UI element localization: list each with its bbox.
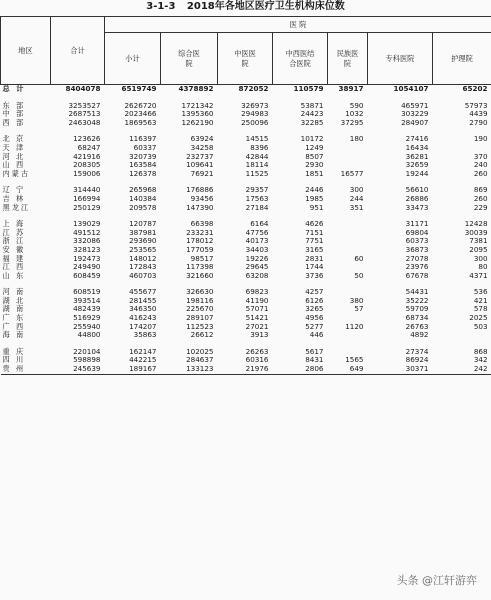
value-cell: 176886 (186, 185, 214, 195)
region-name: 安 徽 (2, 244, 26, 254)
value-cell: 225670 (186, 304, 214, 314)
region-name: 吉 林 (2, 193, 26, 203)
value-cell: 455677 (129, 287, 157, 297)
value-cell (328, 144, 368, 153)
value-cell: 4257 (305, 287, 324, 297)
value-cell: 110579 (293, 84, 324, 93)
value-cell: 255940 (73, 321, 101, 331)
value-cell: 163584 (129, 160, 157, 170)
header-region: 地区 (1, 17, 51, 85)
region-name: 江 西 (2, 262, 26, 272)
value-cell: 10172 (300, 134, 324, 144)
value-cell: 36873 (405, 244, 429, 254)
value-cell: 421 (473, 295, 488, 305)
region-name: 湖 南 (2, 304, 26, 314)
value-cell: 249490 (73, 262, 101, 272)
value-cell: 54431 (405, 287, 429, 297)
value-cell: 300 (349, 185, 364, 195)
value-cell: 868 (473, 346, 488, 356)
value-cell: 1262190 (181, 117, 214, 127)
value-cell: 516929 (73, 313, 101, 323)
value-cell: 68247 (77, 142, 101, 152)
value-cell: 260 (473, 168, 488, 178)
region-name: 湖 北 (2, 295, 26, 305)
value-cell: 393514 (73, 295, 101, 305)
value-cell: 53871 (300, 100, 324, 110)
value-cell: 2095 (469, 244, 488, 254)
header-integrated-hospital: 中西医结合医院 (273, 33, 328, 85)
value-cell: 303229 (401, 109, 429, 119)
value-cell: 2463048 (68, 117, 101, 127)
value-cell: 1985 (305, 193, 324, 203)
value-cell: 67678 (405, 270, 429, 280)
value-cell: 35222 (405, 295, 429, 305)
value-cell: 2831 (305, 253, 324, 263)
value-cell: 608459 (73, 270, 101, 280)
value-cell: 69823 (245, 287, 269, 297)
value-cell: 2023466 (124, 109, 157, 119)
value-cell: 11525 (245, 168, 269, 178)
value-cell: 116397 (129, 134, 157, 144)
value-cell (328, 229, 368, 238)
region-name: 河 北 (2, 151, 26, 161)
value-cell: 180 (349, 134, 364, 144)
region-name: 广 西 (2, 321, 26, 331)
value-cell: 34258 (190, 142, 214, 152)
value-cell: 60337 (133, 142, 157, 152)
header-subtotal: 小计 (105, 33, 161, 85)
table-title-text: 2018年各地区医疗卫生机构床位数 (186, 1, 345, 12)
value-cell: 34403 (245, 244, 269, 254)
value-cell: 27416 (405, 134, 429, 144)
value-cell: 2446 (305, 185, 324, 195)
value-cell: 4956 (305, 313, 324, 323)
value-cell: 242 (433, 365, 491, 374)
value-cell: 8396 (250, 142, 269, 152)
value-cell: 76921 (190, 168, 214, 178)
region-name: 西 部 (2, 117, 26, 127)
value-cell: 346350 (129, 304, 157, 314)
value-cell: 503 (473, 321, 488, 331)
value-cell: 320739 (129, 151, 157, 161)
value-cell: 294983 (241, 109, 269, 119)
value-cell: 446 (309, 330, 324, 340)
value-cell: 2930 (305, 160, 324, 170)
value-cell: 166994 (73, 193, 101, 203)
value-cell: 2790 (469, 117, 488, 127)
value-cell: 8431 (305, 355, 324, 365)
value-cell: 27184 (245, 202, 269, 212)
value-cell: 60 (354, 253, 364, 263)
value-cell: 123626 (73, 134, 101, 144)
region-name: 浙 江 (2, 236, 26, 246)
region-name: 重 庆 (2, 346, 26, 356)
value-cell: 951 (309, 202, 324, 212)
value-cell: 281455 (129, 295, 157, 305)
region-name: 北 京 (2, 134, 26, 144)
value-cell: 253565 (129, 244, 157, 254)
value-cell: 174207 (129, 321, 157, 331)
value-cell: 284637 (186, 355, 214, 365)
table-code: 3-1-3 (146, 1, 176, 12)
value-cell: 1869563 (124, 117, 157, 127)
region-name: 四 川 (2, 355, 26, 365)
value-cell: 12428 (464, 219, 488, 229)
value-cell: 32285 (300, 117, 324, 127)
region-name: 总 计 (2, 84, 26, 93)
region-name: 山 东 (2, 270, 26, 280)
value-cell: 314440 (73, 185, 101, 195)
value-cell: 26886 (405, 193, 429, 203)
value-cell: 56610 (405, 185, 429, 195)
value-cell: 65202 (462, 84, 488, 93)
value-cell: 1032 (345, 109, 364, 119)
value-cell: 177059 (186, 244, 214, 254)
value-cell: 19226 (245, 253, 269, 263)
value-cell: 6519749 (121, 84, 157, 93)
value-cell: 69804 (405, 227, 429, 237)
region-name: 中 部 (2, 109, 26, 119)
value-cell: 36281 (405, 151, 429, 161)
value-cell: 598898 (73, 355, 101, 365)
value-cell: 869 (473, 185, 488, 195)
header-specialty-hospital: 专科医院 (368, 33, 433, 85)
value-cell: 240 (473, 160, 488, 170)
value-cell: 326630 (186, 287, 214, 297)
value-cell: 300 (473, 253, 488, 263)
value-cell: 60373 (405, 236, 429, 246)
value-cell: 4439 (469, 109, 488, 119)
value-cell: 6126 (305, 295, 324, 305)
region-name: 海 南 (2, 330, 26, 340)
value-cell: 47756 (245, 227, 269, 237)
value-cell: 220104 (73, 346, 101, 356)
value-cell: 6164 (250, 219, 269, 229)
value-cell: 33473 (405, 202, 429, 212)
value-cell: 460703 (129, 270, 157, 280)
value-cell: 421916 (73, 151, 101, 161)
value-cell: 1851 (305, 168, 324, 178)
value-cell: 23976 (405, 262, 429, 272)
beds-table (0, 16, 491, 375)
value-cell (328, 331, 368, 340)
value-cell: 321660 (186, 270, 214, 280)
value-cell (328, 153, 368, 162)
value-cell: 5277 (305, 321, 324, 331)
value-cell: 4371 (469, 270, 488, 280)
value-cell: 192473 (73, 253, 101, 263)
value-cell: 126378 (129, 168, 157, 178)
value-cell: 29357 (245, 185, 269, 195)
value-cell: 30039 (464, 227, 488, 237)
value-cell: 3913 (250, 330, 269, 340)
value-cell: 120787 (129, 219, 157, 229)
value-cell: 50 (354, 270, 364, 280)
header-general-hospital: 综合医院 (161, 33, 218, 85)
table-row (1, 204, 491, 213)
value-cell: 21976 (218, 365, 273, 374)
value-cell: 189167 (105, 365, 161, 374)
value-cell: 8507 (305, 151, 324, 161)
value-cell: 80 (478, 262, 488, 272)
value-cell: 42844 (245, 151, 269, 161)
value-cell: 590 (349, 100, 364, 110)
value-cell: 27021 (245, 321, 269, 331)
value-cell: 465971 (401, 100, 429, 110)
value-cell: 198116 (186, 295, 214, 305)
value-cell: 133123 (161, 365, 218, 374)
value-cell: 289107 (186, 313, 214, 323)
region-name: 山 西 (2, 160, 26, 170)
value-cell: 1721342 (181, 100, 214, 110)
value-cell: 209578 (129, 202, 157, 212)
value-cell: 30371 (368, 365, 433, 374)
value-cell: 159006 (73, 168, 101, 178)
value-cell: 18114 (245, 160, 269, 170)
value-cell: 491512 (73, 227, 101, 237)
value-cell: 51421 (245, 313, 269, 323)
region-name: 江 苏 (2, 227, 26, 237)
value-cell: 7751 (305, 236, 324, 246)
value-cell: 442215 (129, 355, 157, 365)
value-cell: 4626 (305, 219, 324, 229)
value-cell: 328123 (73, 244, 101, 254)
value-cell: 284907 (401, 117, 429, 127)
value-cell: 416243 (129, 313, 157, 323)
value-cell: 19244 (405, 168, 429, 178)
value-cell: 208305 (73, 160, 101, 170)
value-cell: 44800 (77, 330, 101, 340)
header-hospital-group: 医 院 (105, 17, 491, 33)
value-cell: 57071 (245, 304, 269, 314)
value-cell: 172843 (129, 262, 157, 272)
value-cell: 370 (473, 151, 488, 161)
value-cell: 68734 (405, 313, 429, 323)
value-cell: 40173 (245, 236, 269, 246)
value-cell: 260 (473, 193, 488, 203)
region-name: 福 建 (2, 253, 26, 263)
table-row (1, 119, 491, 128)
value-cell: 250096 (241, 117, 269, 127)
value-cell: 16434 (405, 142, 429, 152)
value-cell: 351 (349, 202, 364, 212)
value-cell: 1054107 (393, 84, 429, 93)
value-cell: 63924 (190, 134, 214, 144)
value-cell: 38917 (338, 84, 364, 93)
value-cell: 112523 (186, 321, 214, 331)
value-cell: 380 (349, 295, 364, 305)
value-cell: 326973 (241, 100, 269, 110)
value-cell: 387981 (129, 227, 157, 237)
value-cell: 1120 (345, 321, 364, 331)
value-cell: 1395360 (181, 109, 214, 119)
region-name: 广 东 (2, 313, 26, 323)
value-cell: 245639 (51, 365, 105, 374)
value-cell: 86924 (405, 355, 429, 365)
value-cell: 2806 (273, 365, 328, 374)
value-cell: 162147 (129, 346, 157, 356)
value-cell: 1744 (305, 262, 324, 272)
value-cell: 608519 (73, 287, 101, 297)
header-nursing-home: 护理院 (433, 33, 491, 85)
value-cell: 4378892 (178, 84, 214, 93)
table-row (1, 272, 491, 281)
value-cell: 35863 (133, 330, 157, 340)
value-cell: 178012 (186, 236, 214, 246)
value-cell: 31171 (405, 219, 429, 229)
region-name: 天 津 (2, 142, 26, 152)
value-cell: 41190 (245, 295, 269, 305)
header-total: 合计 (51, 17, 105, 85)
region-name: 贵 州 (1, 365, 51, 374)
value-cell: 60316 (245, 355, 269, 365)
value-cell: 57 (354, 304, 364, 314)
value-cell: 3165 (305, 244, 324, 254)
region-name: 河 南 (2, 287, 26, 297)
value-cell: 3736 (305, 270, 324, 280)
value-cell: 265968 (129, 185, 157, 195)
value-cell: 98517 (190, 253, 214, 263)
value-cell: 233231 (186, 227, 214, 237)
value-cell: 3253527 (68, 100, 101, 110)
value-cell: 17563 (245, 193, 269, 203)
region-name: 内蒙古 (2, 168, 31, 178)
value-cell: 14515 (245, 134, 269, 144)
value-cell: 2025 (469, 313, 488, 323)
region-name: 上 海 (2, 219, 26, 229)
value-cell: 3265 (305, 304, 324, 314)
value-cell: 7151 (305, 227, 324, 237)
value-cell: 140384 (129, 193, 157, 203)
watermark: 头条 @江轩游弈 (396, 574, 477, 587)
region-name: 黑龙江 (2, 202, 31, 212)
value-cell: 16577 (340, 168, 364, 178)
value-cell: 26263 (245, 346, 269, 356)
header-tcm-hospital: 中医医院 (218, 33, 273, 85)
value-cell: 536 (473, 287, 488, 297)
value-cell: 872052 (238, 84, 269, 93)
header-ethnic-hospital: 民族医院 (328, 33, 368, 85)
value-cell: 37295 (340, 117, 364, 127)
value-cell (328, 237, 368, 246)
table-row (1, 365, 491, 374)
value-cell: 29645 (245, 262, 269, 272)
value-cell: 147390 (186, 202, 214, 212)
table-row (1, 331, 491, 340)
region-name: 辽 宁 (2, 185, 26, 195)
value-cell: 7381 (469, 236, 488, 246)
value-cell: 59709 (405, 304, 429, 314)
value-cell: 66398 (190, 219, 214, 229)
table-row (1, 85, 491, 94)
value-cell: 4892 (410, 330, 429, 340)
value-cell: 1249 (305, 142, 324, 152)
value-cell: 8404078 (65, 84, 101, 93)
value-cell: 2687513 (68, 109, 101, 119)
value-cell: 332086 (73, 236, 101, 246)
value-cell: 190 (473, 134, 488, 144)
value-cell: 26763 (405, 321, 429, 331)
value-cell: 148012 (129, 253, 157, 263)
value-cell: 109641 (186, 160, 214, 170)
value-cell: 27374 (405, 346, 429, 356)
value-cell: 578 (473, 304, 488, 314)
value-cell (433, 331, 491, 340)
region-name: 东 部 (2, 100, 26, 110)
value-cell: 26612 (190, 330, 214, 340)
value-cell: 27078 (405, 253, 429, 263)
value-cell: 293690 (129, 236, 157, 246)
value-cell: 102025 (186, 346, 214, 356)
value-cell: 63208 (245, 270, 269, 280)
value-cell: 1565 (345, 355, 364, 365)
value-cell: 93456 (190, 193, 214, 203)
value-cell: 32659 (405, 160, 429, 170)
value-cell: 117398 (186, 262, 214, 272)
value-cell: 250129 (73, 202, 101, 212)
value-cell: 57973 (464, 100, 488, 110)
value-cell: 2626720 (124, 100, 157, 110)
value-cell: 232737 (186, 151, 214, 161)
value-cell: 5617 (305, 346, 324, 356)
value-cell: 482439 (73, 304, 101, 314)
value-cell: 229 (473, 202, 488, 212)
value-cell: 24423 (300, 109, 324, 119)
value-cell: 244 (349, 193, 364, 203)
value-cell: 139029 (73, 219, 101, 229)
value-cell: 649 (328, 365, 368, 374)
table-title (0, 0, 491, 14)
value-cell: 342 (473, 355, 488, 365)
table-row (1, 170, 491, 179)
value-cell (328, 220, 368, 229)
